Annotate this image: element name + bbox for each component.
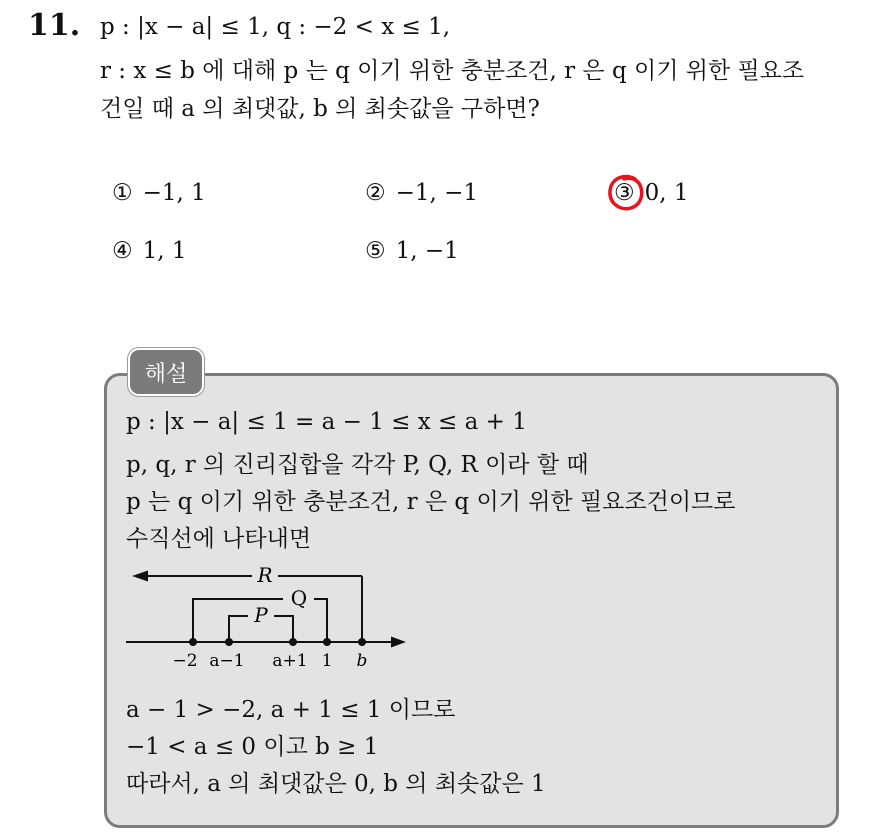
set-q-line-right: [314, 599, 327, 642]
point-b: [358, 638, 366, 646]
tick-label-a-plus-1: a+1: [272, 651, 308, 671]
point-minus2: [189, 638, 197, 646]
choice-5[interactable]: [365, 238, 459, 264]
question-line-1: p : |x − a| ≤ 1, q : −2 < x ≤ 1,: [100, 14, 451, 40]
tick-label-1: 1: [321, 651, 333, 671]
choice-1-mark: ①: [112, 180, 133, 206]
choice-4-text: 1, 1: [142, 238, 187, 264]
choice-3-text: 0, 1: [644, 180, 689, 206]
choice-5-mark: ⑤: [365, 238, 386, 264]
axis-arrowhead: [391, 637, 406, 648]
question-number: 11.: [28, 8, 81, 43]
point-1: [323, 638, 331, 646]
set-p-line-right: [274, 616, 293, 642]
tick-label-a-minus-1: a−1: [209, 651, 245, 671]
choice-3-mark: ③: [614, 180, 635, 206]
tick-label-b: b: [356, 651, 368, 671]
choice-1-text: −1, 1: [142, 180, 206, 206]
choice-4[interactable]: [112, 238, 187, 264]
number-line-diagram: [118, 562, 418, 677]
point-a-minus-1: [225, 638, 233, 646]
set-p-line-left: [229, 616, 248, 642]
choice-4-mark: ④: [112, 238, 133, 264]
solution-line-7: 따라서, a 의 최댓값은 0, b 의 최솟값은 1: [126, 771, 546, 797]
question-line-2: r : x ≤ b 에 대해 p 는 q 이기 위한 충분조건, r 은 q 이기 위한 필요조: [100, 58, 805, 84]
choice-5-text: 1, −1: [395, 238, 459, 264]
tick-label-minus2: −2: [172, 651, 198, 671]
set-label-q: Q: [290, 586, 308, 610]
solution-line-6: −1 < a ≤ 0 이고 b ≥ 1: [126, 734, 379, 760]
question-line-3: 건일 때 a 의 최댓값, b 의 최솟값을 구하면?: [100, 96, 540, 122]
choice-2-text: −1, −1: [395, 180, 479, 206]
set-r-arrowhead: [132, 571, 148, 582]
solution-line-5: a − 1 > −2, a + 1 ≤ 1 이므로: [126, 697, 456, 723]
choice-2[interactable]: [365, 180, 478, 206]
solution-tag: 해설: [128, 348, 204, 396]
choice-2-mark: ②: [365, 180, 386, 206]
solution-line-3: p 는 q 이기 위한 충분조건, r 은 q 이기 위한 필요조건이므로: [126, 489, 736, 515]
point-a-plus-1: [289, 638, 297, 646]
answer-circle-mark: [605, 172, 647, 214]
solution-line-2: p, q, r 의 진리집합을 각각 P, Q, R 이라 할 때: [126, 452, 589, 478]
set-label-r: R: [257, 563, 273, 587]
set-label-p: P: [254, 603, 268, 627]
solution-line-1: p : |x − a| ≤ 1 = a − 1 ≤ x ≤ a + 1: [126, 409, 527, 435]
solution-line-4: 수직선에 나타내면: [126, 526, 312, 552]
set-q-line-left: [193, 599, 283, 642]
choice-1[interactable]: [112, 180, 206, 206]
